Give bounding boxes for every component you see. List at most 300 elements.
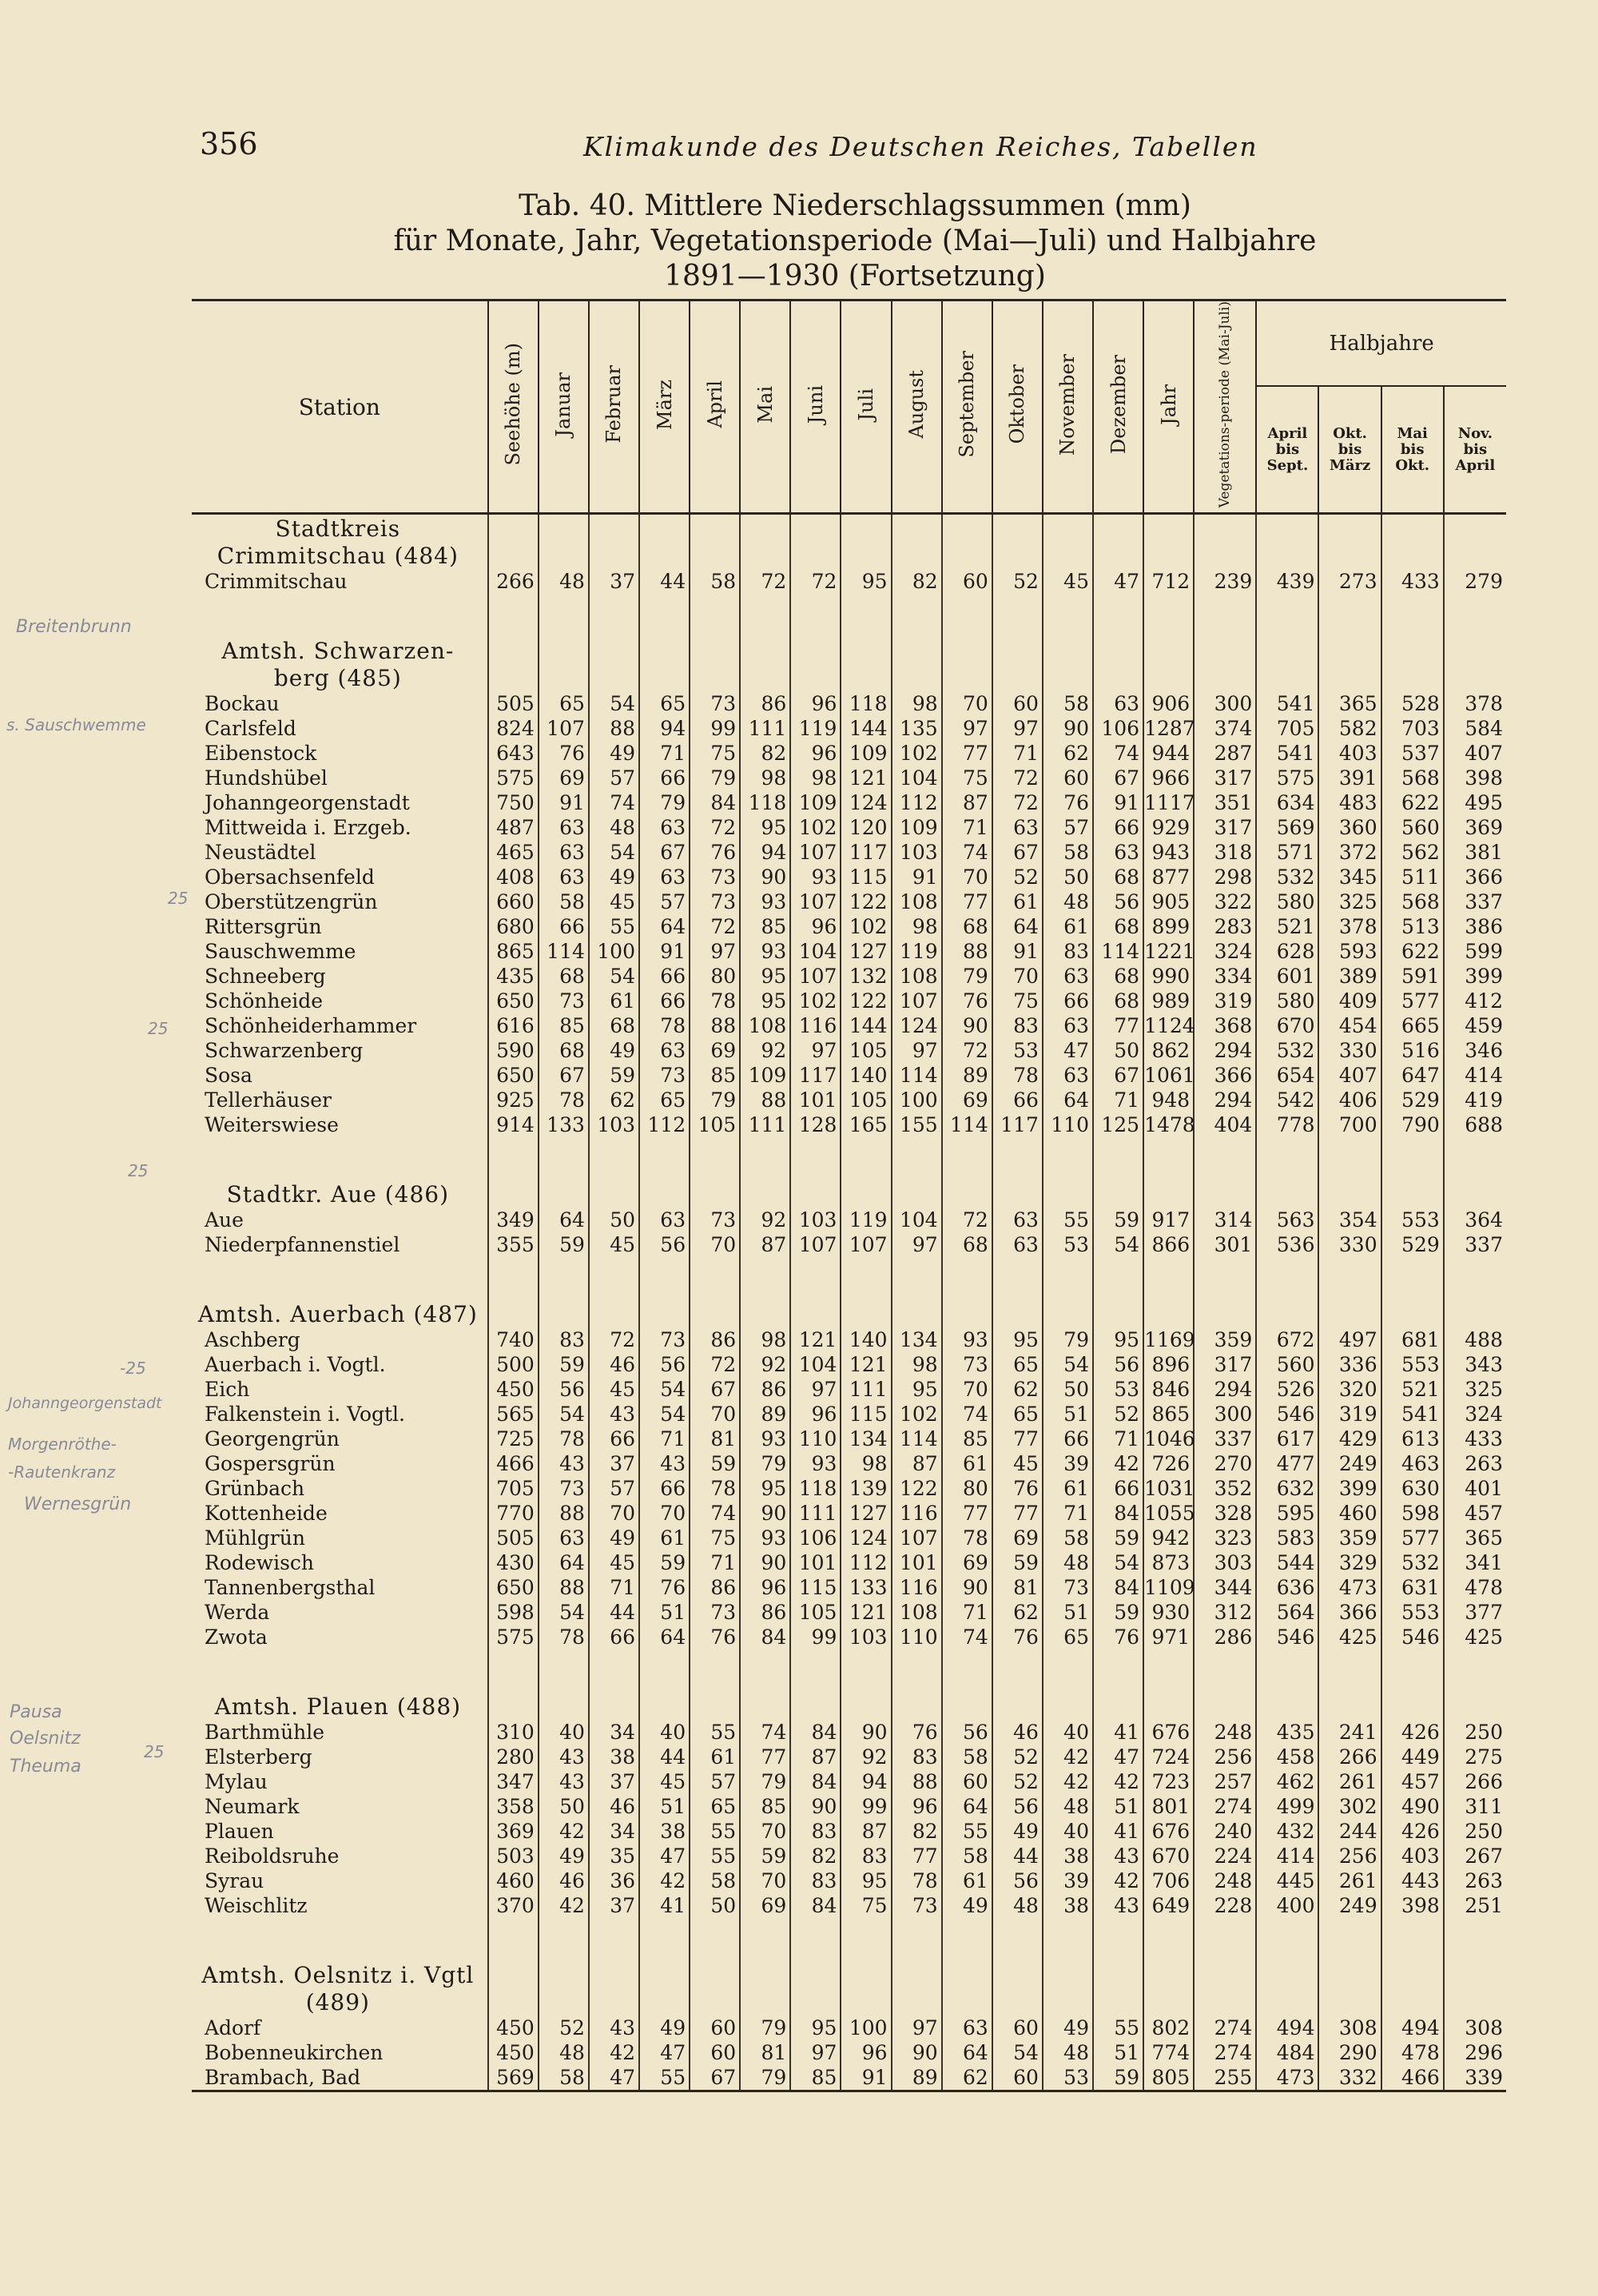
- table-cell: 83: [841, 1844, 891, 1868]
- table-cell: 70: [589, 1501, 639, 1526]
- table-cell: 439: [1256, 569, 1318, 594]
- district-heading: (489): [305, 1988, 370, 2015]
- station-name: Carlsfeld: [205, 717, 296, 741]
- table-cell: 337: [1444, 1232, 1506, 1257]
- table-cell: 407: [1318, 1063, 1381, 1088]
- table-cell: 368: [1194, 1013, 1256, 1038]
- table-cell: 553: [1381, 1352, 1444, 1377]
- table-cell: 57: [1043, 815, 1093, 840]
- table-cell: 364: [1444, 1208, 1506, 1232]
- table-cell: 929: [1143, 815, 1194, 840]
- table-cell: 45: [1043, 569, 1093, 594]
- table-cell: 100: [892, 1088, 942, 1112]
- table-cell: 414: [1444, 1063, 1506, 1088]
- table-cell: 64: [942, 2040, 992, 2065]
- table-cell: 61: [942, 1868, 992, 1893]
- table-cell: 541: [1256, 741, 1318, 766]
- table-cell: 50: [539, 1794, 589, 1819]
- table-cell: 128: [790, 1112, 841, 1137]
- table-cell: 280: [488, 1745, 539, 1769]
- table-cell: 97: [790, 2040, 841, 2065]
- table-cell: 88: [539, 1501, 589, 1526]
- table-cell: 324: [1194, 939, 1256, 964]
- table-cell: 580: [1256, 989, 1318, 1013]
- table-cell: 537: [1381, 741, 1444, 766]
- table-cell: 317: [1194, 1352, 1256, 1377]
- table-cell: 84: [1093, 1575, 1143, 1600]
- table-cell: 108: [892, 889, 942, 914]
- table-cell: 72: [992, 790, 1043, 815]
- table-cell: 366: [1194, 1063, 1256, 1088]
- table-cell: 71: [690, 1550, 740, 1575]
- table-cell: 112: [892, 790, 942, 815]
- table-cell: 88: [589, 716, 639, 741]
- station-name: Weiterswiese: [205, 1113, 339, 1137]
- table-cell: 553: [1381, 1600, 1444, 1625]
- table-cell: 521: [1256, 914, 1318, 939]
- table-cell: 95: [740, 989, 790, 1013]
- district-heading: Amtsh. Auerbach (487): [197, 1300, 478, 1327]
- table-cell: 88: [539, 1575, 589, 1600]
- table-cell: 78: [539, 1427, 589, 1451]
- table-cell: 86: [740, 691, 790, 716]
- table-cell: 111: [740, 1112, 790, 1137]
- table-cell: 90: [1043, 716, 1093, 741]
- table-cell: 463: [1381, 1451, 1444, 1476]
- table-cell: 634: [1256, 790, 1318, 815]
- table-cell: 50: [1093, 1038, 1143, 1063]
- table-cell: 95: [841, 569, 891, 594]
- station-name: Obersachsenfeld: [205, 865, 375, 889]
- table-cell: 75: [992, 989, 1043, 1013]
- table-cell: 426: [1381, 1819, 1444, 1844]
- table-cell: 73: [639, 1063, 690, 1088]
- table-row: [192, 989, 1506, 1013]
- table-row: [192, 1600, 1506, 1625]
- table-cell: 97: [790, 1377, 841, 1402]
- table-cell: 110: [1043, 1112, 1093, 1137]
- table-cell: 616: [488, 1013, 539, 1038]
- table-cell: 433: [1444, 1427, 1506, 1451]
- table-cell: 352: [1194, 1476, 1256, 1501]
- table-cell: 91: [539, 790, 589, 815]
- table-cell: 322: [1194, 889, 1256, 914]
- district-heading: Stadtkr. Aue (486): [226, 1180, 450, 1208]
- table-cell: 106: [1093, 716, 1143, 741]
- table-cell: 565: [488, 1402, 539, 1427]
- table-row: [192, 815, 1506, 840]
- table-cell: 43: [639, 1451, 690, 1476]
- table-cell: 917: [1143, 1208, 1194, 1232]
- table-cell: 398: [1381, 1893, 1444, 1918]
- station-name: Schwarzenberg: [205, 1039, 364, 1063]
- table-cell: 56: [1093, 889, 1143, 914]
- table-cell: 78: [539, 1088, 589, 1112]
- table-cell: 432: [1256, 1819, 1318, 1844]
- table-cell: 71: [942, 815, 992, 840]
- table-cell: 425: [1444, 1625, 1506, 1649]
- table-cell: 43: [589, 1402, 639, 1427]
- table-cell: 484: [1256, 2040, 1318, 2065]
- table-cell: 426: [1381, 1720, 1444, 1745]
- table-cell: 76: [1093, 1625, 1143, 1649]
- station-name: Tannenbergsthal: [205, 1576, 376, 1600]
- table-cell: 628: [1256, 939, 1318, 964]
- table-cell: 60: [690, 2040, 740, 2065]
- table-cell: 805: [1143, 2065, 1194, 2091]
- table-cell: 48: [1043, 1550, 1093, 1575]
- pencil-note: Johanngeorgenstadt: [8, 1395, 162, 1412]
- table-cell: 60: [1043, 766, 1093, 790]
- table-cell: 332: [1318, 2065, 1381, 2091]
- table-cell: 117: [841, 840, 891, 865]
- table-cell: 73: [1043, 1575, 1093, 1600]
- table-cell: 53: [1043, 1232, 1093, 1257]
- table-cell: 42: [539, 1819, 589, 1844]
- table-cell: 48: [589, 815, 639, 840]
- table-cell: 102: [790, 815, 841, 840]
- table-cell: 349: [488, 1208, 539, 1232]
- table-cell: 63: [639, 1038, 690, 1063]
- table-cell: 117: [992, 1112, 1043, 1137]
- table-cell: 989: [1143, 989, 1194, 1013]
- table-cell: 483: [1318, 790, 1381, 815]
- table-row: [192, 1208, 1506, 1232]
- table-cell: 49: [589, 741, 639, 766]
- table-cell: 562: [1381, 840, 1444, 865]
- table-cell: 95: [740, 1476, 790, 1501]
- table-cell: 95: [790, 2015, 841, 2040]
- spacer-row: [192, 1918, 1506, 1961]
- table-cell: 85: [740, 1794, 790, 1819]
- table-cell: 48: [1043, 1794, 1093, 1819]
- table-row: [192, 1038, 1506, 1063]
- table-cell: 636: [1256, 1575, 1318, 1600]
- table-cell: 60: [992, 2065, 1043, 2091]
- table-cell: 68: [1093, 964, 1143, 989]
- station-name: Oberstützengrün: [205, 890, 378, 914]
- table-cell: 49: [589, 1038, 639, 1063]
- table-cell: 96: [790, 1402, 841, 1427]
- table-cell: 64: [639, 914, 690, 939]
- table-cell: 263: [1444, 1451, 1506, 1476]
- table-cell: 314: [1194, 1208, 1256, 1232]
- table-cell: 516: [1381, 1038, 1444, 1063]
- table-cell: 770: [488, 1501, 539, 1526]
- precipitation-table-wrap: [192, 299, 1518, 2092]
- table-cell: 47: [589, 2065, 639, 2091]
- table-cell: 70: [942, 691, 992, 716]
- table-cell: 71: [992, 741, 1043, 766]
- col-halves-group: Halbjahre: [1256, 300, 1506, 387]
- table-cell: 460: [488, 1868, 539, 1893]
- table-cell: 96: [790, 741, 841, 766]
- station-name: Mittweida i. Erzgeb.: [205, 816, 411, 840]
- table-cell: 386: [1444, 914, 1506, 939]
- table-cell: 267: [1444, 1844, 1506, 1868]
- station-name: Schönheiderhammer: [205, 1014, 417, 1038]
- table-cell: 577: [1381, 1526, 1444, 1550]
- table-cell: 41: [639, 1893, 690, 1918]
- table-cell: 88: [942, 939, 992, 964]
- table-cell: 116: [892, 1501, 942, 1526]
- table-cell: 631: [1381, 1575, 1444, 1600]
- table-row: [192, 1088, 1506, 1112]
- table-cell: 37: [589, 1769, 639, 1794]
- table-cell: 801: [1143, 1794, 1194, 1819]
- table-cell: 319: [1194, 989, 1256, 1013]
- table-cell: 85: [740, 914, 790, 939]
- table-cell: 712: [1143, 569, 1194, 594]
- table-cell: 74: [942, 1625, 992, 1649]
- table-row: [192, 1526, 1506, 1550]
- table-cell: 94: [639, 716, 690, 741]
- table-cell: 84: [790, 1893, 841, 1918]
- table-cell: 64: [639, 1625, 690, 1649]
- table-cell: 75: [942, 766, 992, 790]
- table-cell: 73: [539, 1476, 589, 1501]
- table-cell: 790: [1381, 1112, 1444, 1137]
- district-row: [192, 514, 1506, 543]
- table-cell: 412: [1444, 989, 1506, 1013]
- table-cell: 66: [639, 989, 690, 1013]
- table-cell: 55: [639, 2065, 690, 2091]
- table-cell: 541: [1256, 691, 1318, 716]
- table-cell: 42: [1043, 1745, 1093, 1769]
- table-cell: 58: [1043, 840, 1093, 865]
- table-cell: 308: [1318, 2015, 1381, 2040]
- table-cell: 79: [740, 2065, 790, 2091]
- table-cell: 366: [1318, 1600, 1381, 1625]
- table-cell: 369: [1444, 815, 1506, 840]
- table-cell: 1031: [1144, 1477, 1195, 1501]
- table-cell: 487: [488, 815, 539, 840]
- table-cell: 96: [892, 1794, 942, 1819]
- district-heading: Crimmitschau (484): [217, 542, 459, 569]
- table-cell: 42: [1093, 1451, 1143, 1476]
- table-cell: 37: [589, 1893, 639, 1918]
- table-cell: 896: [1143, 1352, 1194, 1377]
- table-cell: 77: [942, 741, 992, 766]
- table-cell: 78: [690, 989, 740, 1013]
- table-cell: 478: [1381, 2040, 1444, 2065]
- table-cell: 77: [992, 1501, 1043, 1526]
- table-cell: 64: [992, 914, 1043, 939]
- table-cell: 676: [1143, 1720, 1194, 1745]
- table-cell: 248: [1194, 1720, 1256, 1745]
- table-cell: 127: [841, 939, 891, 964]
- table-cell: 45: [639, 1769, 690, 1794]
- table-cell: 87: [841, 1819, 891, 1844]
- table-cell: 593: [1318, 939, 1381, 964]
- table-cell: 122: [892, 1476, 942, 1501]
- table-cell: 155: [892, 1112, 942, 1137]
- table-cell: 76: [942, 989, 992, 1013]
- station-name: Falkenstein i. Vogtl.: [205, 1403, 406, 1427]
- station-name: Elsterberg: [205, 1745, 312, 1769]
- table-cell: 83: [790, 1819, 841, 1844]
- table-cell: 398: [1444, 766, 1506, 790]
- table-cell: 670: [1143, 1844, 1194, 1868]
- table-cell: 63: [639, 815, 690, 840]
- table-cell: 865: [1143, 1402, 1194, 1427]
- table-cell: 73: [639, 1327, 690, 1352]
- table-cell: 43: [539, 1745, 589, 1769]
- table-cell: 53: [992, 1038, 1043, 1063]
- table-cell: 76: [690, 840, 740, 865]
- table-cell: 466: [1381, 2065, 1444, 2091]
- station-name: Georgengrün: [205, 1427, 340, 1451]
- table-cell: 84: [790, 1720, 841, 1745]
- pencil-digit: 25: [148, 1019, 169, 1038]
- col-height: Seehöhe (m): [488, 300, 539, 514]
- table-cell: 569: [488, 2065, 539, 2091]
- table-cell: 63: [1043, 1013, 1093, 1038]
- table-cell: 320: [1318, 1377, 1381, 1402]
- table-cell: 370: [488, 1893, 539, 1918]
- table-cell: 1124: [1144, 1014, 1195, 1038]
- table-cell: 595: [1256, 1501, 1318, 1526]
- table-cell: 59: [539, 1232, 589, 1257]
- table-cell: 90: [892, 2040, 942, 2065]
- table-cell: 104: [790, 939, 841, 964]
- table-cell: 73: [539, 989, 589, 1013]
- table-cell: 330: [1318, 1038, 1381, 1063]
- table-row: [192, 1427, 1506, 1451]
- table-cell: 40: [1043, 1819, 1093, 1844]
- table-cell: 87: [740, 1232, 790, 1257]
- table-cell: 66: [639, 964, 690, 989]
- table-cell: 88: [740, 1088, 790, 1112]
- table-cell: 48: [1043, 2040, 1093, 2065]
- table-cell: 248: [1194, 1868, 1256, 1893]
- table-cell: 64: [1043, 1088, 1093, 1112]
- table-cell: 86: [740, 1600, 790, 1625]
- table-cell: 56: [942, 1720, 992, 1745]
- table-cell: 654: [1256, 1063, 1318, 1088]
- table-cell: 473: [1318, 1575, 1381, 1600]
- table-cell: 118: [740, 790, 790, 815]
- table-cell: 96: [841, 2040, 891, 2065]
- table-cell: 391: [1318, 766, 1381, 790]
- pencil-note: s. Sauschwemme: [6, 715, 146, 734]
- table-cell: 116: [892, 1575, 942, 1600]
- table-cell: 590: [488, 1038, 539, 1063]
- table-row: [192, 1625, 1506, 1649]
- table-cell: 55: [1043, 1208, 1093, 1232]
- table-cell: 89: [740, 1402, 790, 1427]
- district-heading: Amtsh. Oelsnitz i. Vgtl: [201, 1961, 475, 1988]
- table-cell: 401: [1444, 1476, 1506, 1501]
- table-cell: 74: [942, 840, 992, 865]
- table-cell: 57: [589, 1476, 639, 1501]
- table-cell: 140: [841, 1327, 891, 1352]
- table-cell: 298: [1194, 865, 1256, 889]
- table-cell: 802: [1143, 2015, 1194, 2040]
- table-cell: 477: [1256, 1451, 1318, 1476]
- table-cell: 473: [1256, 2065, 1318, 2091]
- table-cell: 95: [740, 964, 790, 989]
- table-cell: 91: [992, 939, 1043, 964]
- table-row: [192, 1112, 1506, 1137]
- table-cell: 344: [1194, 1575, 1256, 1600]
- table-cell: 97: [790, 1038, 841, 1063]
- table-cell: 105: [841, 1088, 891, 1112]
- table-cell: 139: [841, 1476, 891, 1501]
- table-cell: 63: [1093, 840, 1143, 865]
- table-cell: 134: [841, 1427, 891, 1451]
- table-cell: 121: [841, 1600, 891, 1625]
- table-cell: 723: [1143, 1769, 1194, 1794]
- table-cell: 862: [1143, 1038, 1194, 1063]
- table-row: [192, 1769, 1506, 1794]
- table-cell: 102: [892, 741, 942, 766]
- table-cell: 72: [740, 569, 790, 594]
- table-cell: 40: [1043, 1720, 1093, 1745]
- table-cell: 98: [892, 691, 942, 716]
- table-row: [192, 914, 1506, 939]
- table-row: [192, 2040, 1506, 2065]
- table-cell: 112: [841, 1550, 891, 1575]
- table-cell: 905: [1143, 889, 1194, 914]
- table-cell: 67: [1093, 766, 1143, 790]
- table-cell: 66: [992, 1088, 1043, 1112]
- table-row: [192, 1501, 1506, 1526]
- table-row: [192, 889, 1506, 914]
- table-cell: 42: [1093, 1868, 1143, 1893]
- table-cell: 77: [1093, 1013, 1143, 1038]
- station-name: Schneeberg: [205, 965, 326, 989]
- table-cell: 365: [1444, 1526, 1506, 1550]
- table-cell: 106: [790, 1526, 841, 1550]
- table-cell: 60: [690, 2015, 740, 2040]
- table-cell: 279: [1444, 569, 1506, 594]
- table-cell: 575: [488, 766, 539, 790]
- table-cell: 56: [1093, 1352, 1143, 1377]
- table-cell: 42: [1093, 1769, 1143, 1794]
- table-cell: 41: [1093, 1720, 1143, 1745]
- station-name: Brambach, Bad: [192, 2065, 488, 2091]
- table-cell: 50: [1043, 1377, 1093, 1402]
- table-cell: 571: [1256, 840, 1318, 865]
- table-cell: 66: [1093, 1476, 1143, 1501]
- table-cell: 542: [1256, 1088, 1318, 1112]
- station-name: Adorf: [205, 2016, 261, 2040]
- table-cell: 66: [539, 914, 589, 939]
- table-cell: 117: [790, 1063, 841, 1088]
- table-cell: 688: [1444, 1112, 1506, 1137]
- table-cell: 399: [1444, 964, 1506, 989]
- table-cell: 681: [1381, 1327, 1444, 1352]
- table-cell: 341: [1444, 1550, 1506, 1575]
- table-cell: 60: [942, 569, 992, 594]
- table-cell: 135: [892, 716, 942, 741]
- table-cell: 59: [639, 1550, 690, 1575]
- district-heading: Amtsh. Plauen (488): [214, 1693, 462, 1720]
- table-cell: 78: [992, 1063, 1043, 1088]
- table-cell: 83: [1043, 939, 1093, 964]
- table-cell: 846: [1143, 1377, 1194, 1402]
- table-cell: 528: [1381, 691, 1444, 716]
- pencil-digit: 25: [128, 1161, 149, 1180]
- col-month: Januar: [539, 300, 589, 514]
- table-cell: 105: [841, 1038, 891, 1063]
- table-cell: 70: [740, 1868, 790, 1893]
- table-cell: 144: [841, 1013, 891, 1038]
- table-cell: 65: [539, 691, 589, 716]
- table-cell: 429: [1318, 1427, 1381, 1451]
- table-cell: 529: [1381, 1088, 1444, 1112]
